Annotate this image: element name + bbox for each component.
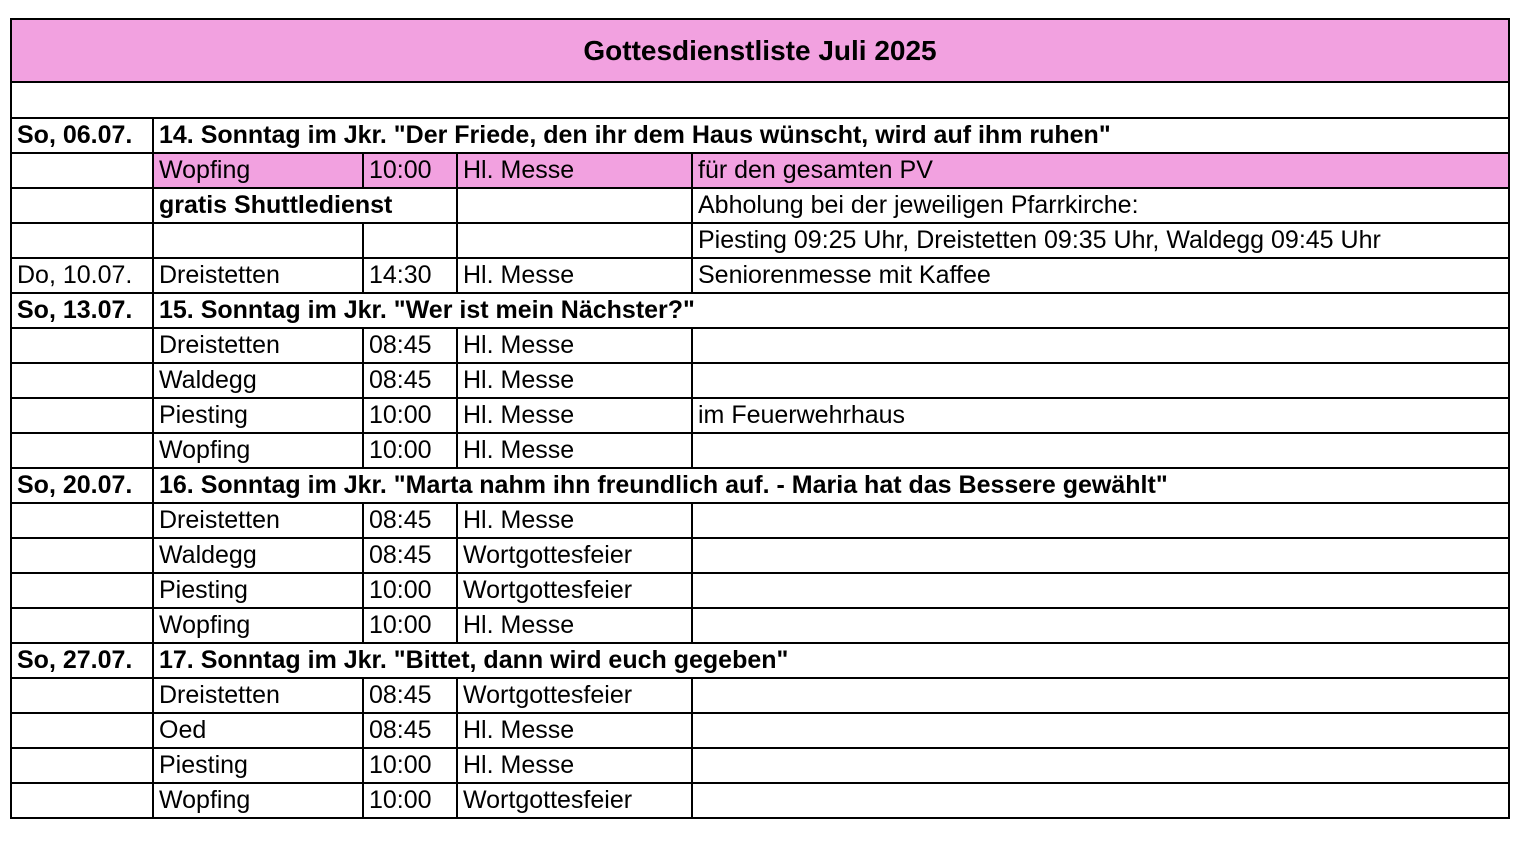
place-cell: Wopfing <box>153 433 363 468</box>
note-cell <box>692 573 1509 608</box>
place-cell <box>153 223 363 258</box>
schedule-row <box>11 188 1509 223</box>
schedule-row <box>11 538 1509 573</box>
schedule-row <box>11 153 1509 188</box>
note-cell: Abholung bei der jeweiligen Pfarrkirche: <box>692 188 1509 223</box>
date-cell <box>11 398 153 433</box>
note-cell: Seniorenmesse mit Kaffee <box>692 258 1509 293</box>
note-cell: für den gesamten PV <box>692 153 1509 188</box>
note-cell <box>692 783 1509 818</box>
time-cell: 10:00 <box>363 398 457 433</box>
service-schedule-table <box>10 18 1510 819</box>
service-type-cell: Wortgottesfeier <box>457 573 692 608</box>
service-type-cell: Wortgottesfeier <box>457 783 692 818</box>
schedule-row <box>11 363 1509 398</box>
service-type-cell: Hl. Messe <box>457 503 692 538</box>
place-cell: Dreistetten <box>153 328 363 363</box>
schedule-row <box>11 503 1509 538</box>
service-type-cell: Hl. Messe <box>457 748 692 783</box>
service-type-cell: Hl. Messe <box>457 258 692 293</box>
sunday-heading-row <box>11 468 1509 503</box>
time-cell: 08:45 <box>363 328 457 363</box>
date-cell: So, 13.07. <box>11 293 153 328</box>
note-cell <box>692 538 1509 573</box>
service-type-cell: Wortgottesfeier <box>457 678 692 713</box>
time-cell: 10:00 <box>363 153 457 188</box>
date-cell <box>11 573 153 608</box>
time-cell: 10:00 <box>363 433 457 468</box>
sunday-heading-row <box>11 643 1509 678</box>
note-cell <box>692 503 1509 538</box>
service-type-cell: Hl. Messe <box>457 433 692 468</box>
schedule-row <box>11 433 1509 468</box>
date-cell <box>11 503 153 538</box>
schedule-row <box>11 713 1509 748</box>
place-cell: Oed <box>153 713 363 748</box>
schedule-row <box>11 748 1509 783</box>
time-cell: 14:30 <box>363 258 457 293</box>
note-cell <box>692 433 1509 468</box>
note-cell <box>692 608 1509 643</box>
date-cell: So, 27.07. <box>11 643 153 678</box>
date-cell <box>11 328 153 363</box>
place-cell: Dreistetten <box>153 503 363 538</box>
sunday-heading: 15. Sonntag im Jkr. "Wer ist mein Nächster?" <box>153 293 1509 328</box>
time-cell: 10:00 <box>363 748 457 783</box>
service-type-cell <box>457 223 692 258</box>
time-cell: 08:45 <box>363 713 457 748</box>
place-cell: Dreistetten <box>153 258 363 293</box>
service-type-cell: Hl. Messe <box>457 398 692 433</box>
date-cell <box>11 748 153 783</box>
schedule-row <box>11 783 1509 818</box>
service-type-cell: Hl. Messe <box>457 153 692 188</box>
date-cell <box>11 223 153 258</box>
time-cell <box>363 223 457 258</box>
service-type-cell: Hl. Messe <box>457 363 692 398</box>
time-cell: 08:45 <box>363 363 457 398</box>
place-cell: Waldegg <box>153 363 363 398</box>
note-cell: im Feuerwehrhaus <box>692 398 1509 433</box>
service-type-cell: Hl. Messe <box>457 328 692 363</box>
shuttle-label: gratis Shuttledienst <box>153 188 457 223</box>
schedule-row <box>11 608 1509 643</box>
sunday-heading: 17. Sonntag im Jkr. "Bittet, dann wird euch gegeben" <box>153 643 1509 678</box>
place-cell: Piesting <box>153 748 363 783</box>
date-cell <box>11 713 153 748</box>
schedule-row <box>11 678 1509 713</box>
date-cell <box>11 538 153 573</box>
schedule-row <box>11 398 1509 433</box>
service-type-cell: Wortgottesfeier <box>457 538 692 573</box>
date-cell: So, 20.07. <box>11 468 153 503</box>
time-cell: 08:45 <box>363 503 457 538</box>
sunday-heading: 16. Sonntag im Jkr. "Marta nahm ihn freundlich auf. - Maria hat das Bessere gewählt" <box>153 468 1509 503</box>
date-cell <box>11 153 153 188</box>
sunday-heading: 14. Sonntag im Jkr. "Der Friede, den ihr dem Haus wünscht, wird auf ihm ruhen" <box>153 118 1509 153</box>
date-cell <box>11 433 153 468</box>
time-cell: 08:45 <box>363 678 457 713</box>
place-cell: Waldegg <box>153 538 363 573</box>
place-cell: Wopfing <box>153 783 363 818</box>
time-cell: 10:00 <box>363 608 457 643</box>
page-title: Gottesdienstliste Juli 2025 <box>11 19 1509 82</box>
place-cell: Piesting <box>153 398 363 433</box>
sunday-heading-row <box>11 118 1509 153</box>
date-cell: So, 06.07. <box>11 118 153 153</box>
service-type-cell: Hl. Messe <box>457 713 692 748</box>
note-cell <box>692 678 1509 713</box>
service-type-cell <box>457 188 692 223</box>
place-cell: Dreistetten <box>153 678 363 713</box>
note-cell <box>692 713 1509 748</box>
note-cell <box>692 328 1509 363</box>
date-cell: Do, 10.07. <box>11 258 153 293</box>
date-cell <box>11 363 153 398</box>
date-cell <box>11 783 153 818</box>
schedule-row <box>11 223 1509 258</box>
note-cell: Piesting 09:25 Uhr, Dreistetten 09:35 Uhr, Waldegg 09:45 Uhr <box>692 223 1509 258</box>
place-cell: Wopfing <box>153 153 363 188</box>
time-cell: 10:00 <box>363 573 457 608</box>
date-cell <box>11 188 153 223</box>
place-cell: Wopfing <box>153 608 363 643</box>
date-cell <box>11 678 153 713</box>
schedule-row <box>11 573 1509 608</box>
schedule-row <box>11 258 1509 293</box>
time-cell: 10:00 <box>363 783 457 818</box>
sunday-heading-row <box>11 293 1509 328</box>
schedule-row <box>11 328 1509 363</box>
note-cell <box>692 748 1509 783</box>
note-cell <box>692 363 1509 398</box>
spacer-row <box>11 82 1509 118</box>
date-cell <box>11 608 153 643</box>
service-type-cell: Hl. Messe <box>457 608 692 643</box>
place-cell: Piesting <box>153 573 363 608</box>
time-cell: 08:45 <box>363 538 457 573</box>
